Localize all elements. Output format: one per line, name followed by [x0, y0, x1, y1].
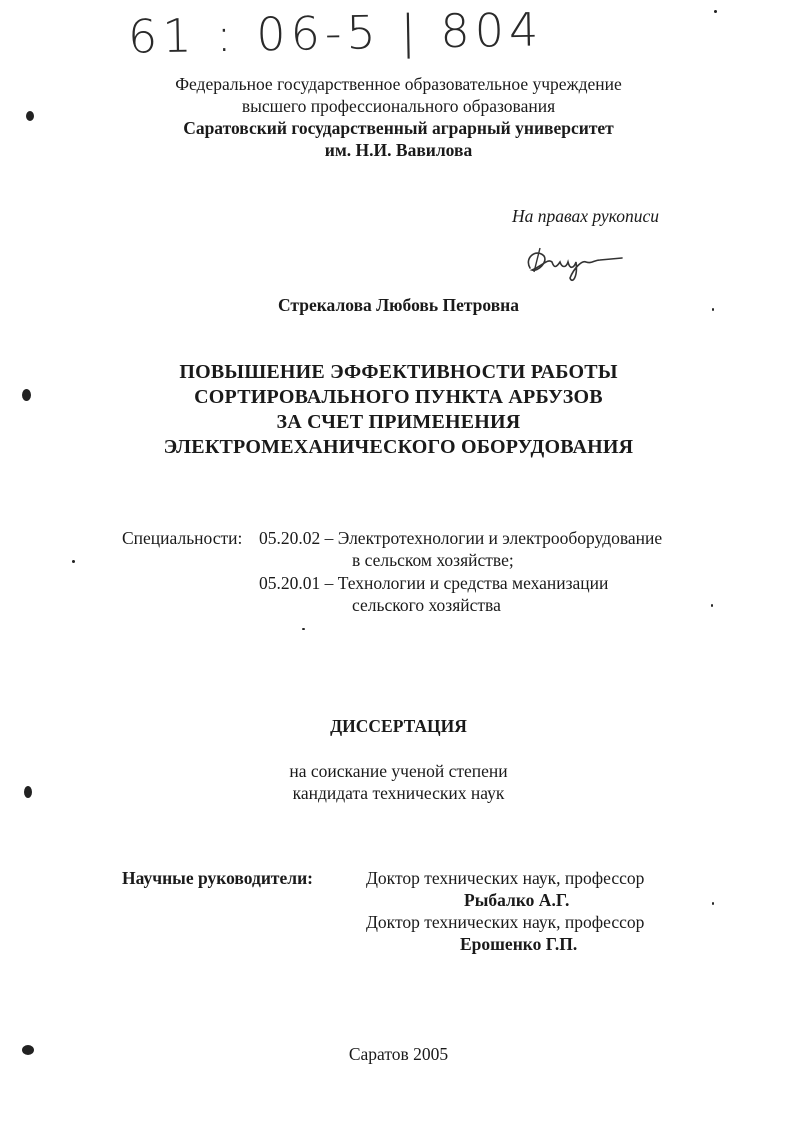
specialty-2-cont: сельского хозяйства — [352, 595, 501, 615]
supervisor-1-name: Рыбалко А.Г. — [464, 890, 570, 910]
signature-icon — [522, 238, 632, 288]
author-name: Стрекалова Любовь Петровна — [278, 295, 519, 315]
specialties-label: Специальности: — [122, 528, 243, 548]
scan-mark — [712, 308, 714, 311]
scan-mark — [22, 1045, 34, 1055]
supervisor-1-title: Доктор технических наук, профессор — [366, 868, 645, 888]
archive-code: 61 : 06-5 | 804 — [127, 2, 544, 64]
title-line-1: ПОВЫШЕНИЕ ЭФФЕКТИВНОСТИ РАБОТЫ — [179, 361, 618, 383]
university-named-after: им. Н.И. Вавилова — [324, 140, 473, 160]
supervisor-2-title: Доктор технических наук, профессор — [366, 912, 645, 932]
scan-mark — [26, 111, 34, 121]
scan-mark — [72, 560, 75, 563]
scan-mark — [712, 902, 714, 905]
manuscript-note: На правах рукописи — [512, 206, 659, 226]
title-line-2: СОРТИРОВАЛЬНОГО ПУНКТА АРБУЗОВ — [194, 386, 603, 408]
specialty-1-cont: в сельском хозяйстве; — [352, 550, 514, 570]
university-name: Саратовский государственный аграрный университет — [183, 118, 614, 138]
supervisors-label: Научные руководители: — [122, 868, 314, 888]
supervisor-2-name: Ерошенко Г.П. — [460, 934, 578, 954]
document-type: ДИССЕРТАЦИЯ — [330, 716, 467, 736]
specialty-2: 05.20.01 – Технологии и средства механизации — [259, 573, 609, 593]
institution-line-1: Федеральное государственное образовательное учреждение — [175, 74, 622, 94]
scan-mark — [22, 389, 31, 401]
city-year: Саратов 2005 — [348, 1044, 449, 1064]
scan-mark — [24, 786, 32, 798]
degree-line-2: кандидата технических наук — [292, 783, 505, 803]
institution-line-2: высшего профессионального образования — [241, 96, 556, 116]
specialty-1: 05.20.02 – Электротехнологии и электрооборудование — [259, 528, 663, 548]
title-line-3: ЗА СЧЕТ ПРИМЕНЕНИЯ — [276, 411, 521, 433]
degree-line-1: на соискание ученой степени — [289, 761, 508, 781]
title-line-4: ЭЛЕКТРОМЕХАНИЧЕСКОГО ОБОРУДОВАНИЯ — [163, 436, 634, 458]
scan-mark — [711, 604, 713, 607]
scan-mark — [302, 628, 305, 630]
scan-mark — [714, 10, 717, 13]
